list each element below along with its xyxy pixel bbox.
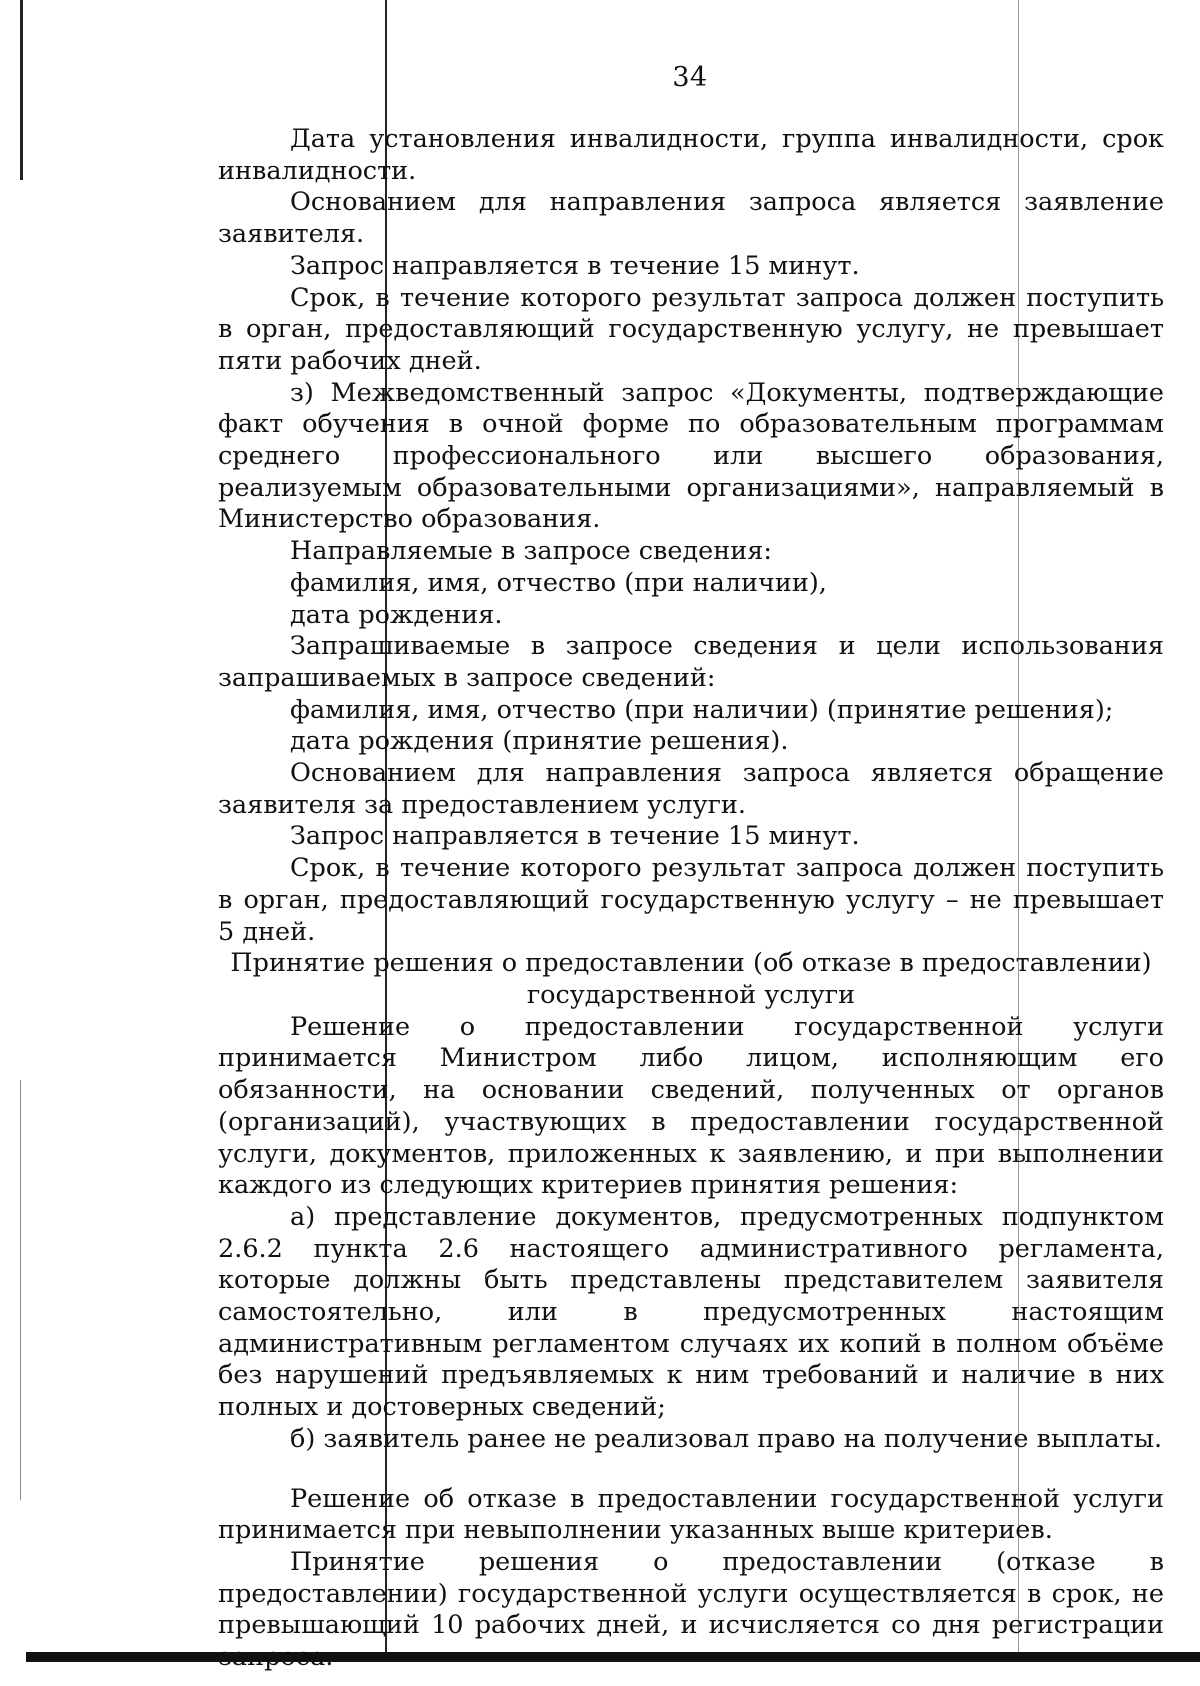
paragraph: Запрос направляется в течение 15 минут. xyxy=(290,250,860,281)
paragraph: а) представление документов, предусмотренных подпунктом 2.6.2 пункта 2.6 настоящего административного регламента, которые должны быть представлены представителем заявителя самостоятельно, или в предусмотренных настоящим административным регламентом случаях их копий в полном объёме без нарушений предъявляемых к ним требований и наличие в них полных и достоверных сведений; xyxy=(218,1201,1164,1423)
paragraph: Запрашиваемые в запросе сведения и цели использования запрашиваемых в запросе сведений: xyxy=(218,631,1164,693)
section-heading-line: Принятие решения о предоставлении (об отказе в предоставлении) xyxy=(230,948,1152,979)
paragraph: Срок, в течение которого результат запроса должен поступить в орган, предоставляющий государственную услугу – не превышает 5 дней. xyxy=(218,853,1164,947)
document-body xyxy=(218,124,1164,1674)
paragraph: б) заявитель ранее не реализовал право на получение выплаты. xyxy=(290,1423,1163,1454)
paragraph: дата рождения (принятие решения). xyxy=(290,726,789,757)
paragraph: Срок, в течение которого результат запроса должен поступить в орган, предоставляющий государственную услугу, не превышает пяти рабочих дней. xyxy=(218,282,1164,376)
paragraph: Основанием для направления запроса является заявление заявителя. xyxy=(218,187,1164,250)
section-heading-line: государственной услуги xyxy=(526,979,856,1010)
paragraph: з) Межведомственный запрос «Документы, подтверждающие факт обучения в очной форме по образовательным программам среднего профессионального или высшего образования, реализуемым образовательными организациями», направляемый в Министерство образования. xyxy=(218,377,1164,535)
paragraph: Решение о предоставлении государственной услуги принимается Министром либо лицом, исполняющим его обязанности, на основании сведений, полученных от органов (организаций), участвующих в предоставлении государственной услуги, документов, приложенных к заявлению, и при выполнении каждого из следующих критериев принятия решения: xyxy=(218,1011,1164,1201)
paragraph: фамилия, имя, отчество (при наличии), xyxy=(290,567,827,598)
paragraph: Дата установления инвалидности, группа инвалидности, срок инвалидности. xyxy=(218,124,1164,186)
paragraph: фамилия, имя, отчество (при наличии) (принятие решения); xyxy=(290,694,1114,725)
paragraph: дата рождения. xyxy=(290,599,503,630)
paragraph: Запрос направляется в течение 15 минут. xyxy=(290,821,860,852)
scan-bottom-edge xyxy=(26,1652,1200,1662)
paragraph: Решение об отказе в предоставлении государственной услуги принимается при невыполнении указанных выше критериев. xyxy=(218,1483,1164,1546)
paragraph: Принятие решения о предоставлении (отказе в предоставлении) государственной услуги осуществляется в срок, не превышающий 10 рабочих дней, и исчисляется со дня регистрации xyxy=(218,1546,1164,1641)
spacer xyxy=(218,1456,1164,1484)
page-number: 34 xyxy=(672,62,708,93)
paragraph: Направляемые в запросе сведения: xyxy=(290,536,772,567)
paragraph: Основанием для направления запроса является обращение заявителя за предоставлением услуги. xyxy=(218,758,1164,820)
scan-artifact-line xyxy=(20,1080,21,1500)
